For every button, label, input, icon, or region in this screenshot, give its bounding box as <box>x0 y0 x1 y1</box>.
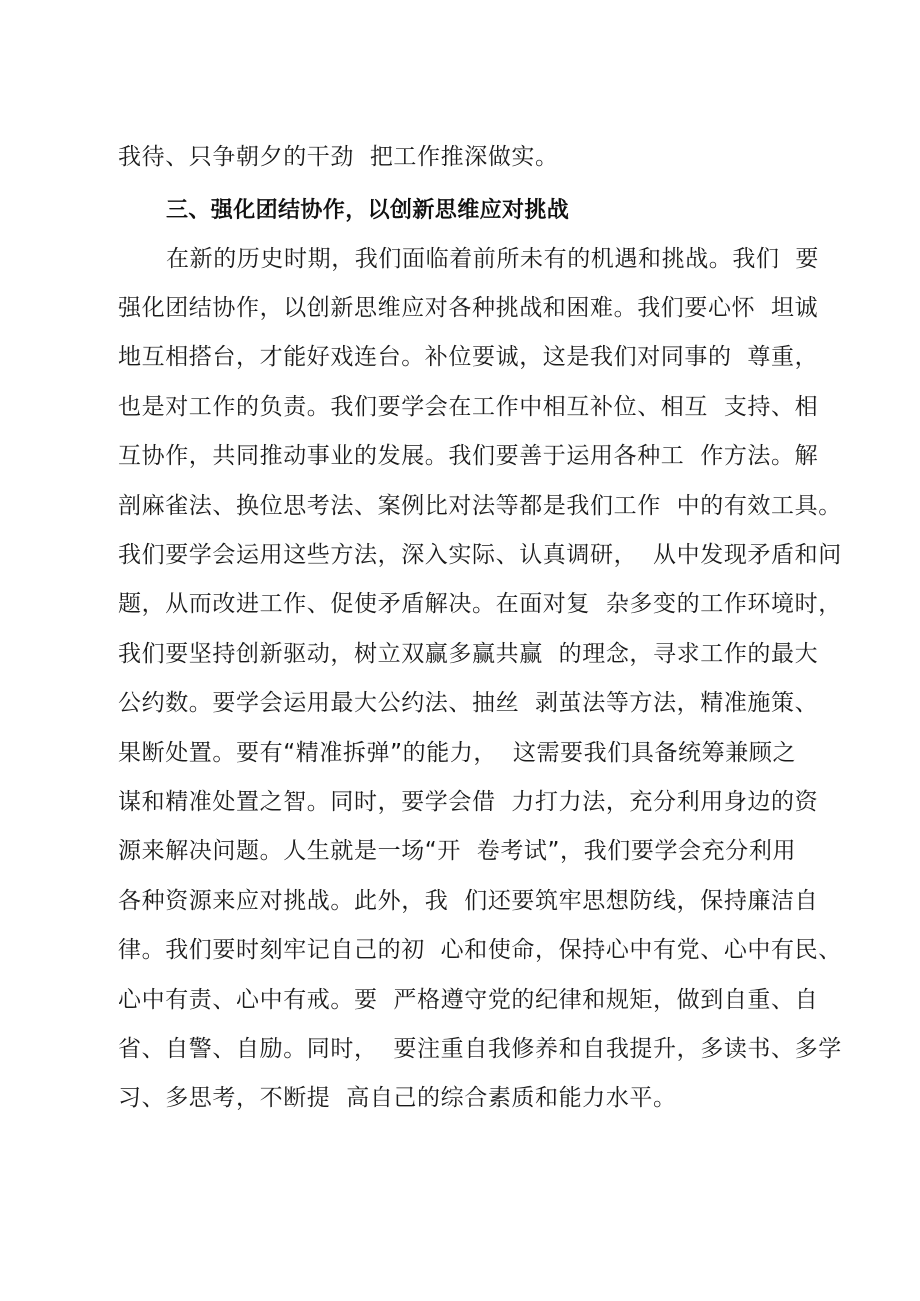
paragraph-line: 我们要坚持创新驱动，树立双赢多赢共赢 的理念，寻求工作的最大 <box>118 641 819 667</box>
paragraph-line: 源来解决问题。人生就是一场“开 卷考试”，我们要学会充分利用 <box>118 838 797 864</box>
paragraph-line: 公约数。要学会运用最大公约法、抽丝 剥茧法等方法，精准施策、 <box>118 690 819 716</box>
paragraph-line: 也是对工作的负责。我们要学会在工作中相互补位、相互 支持、相 <box>118 394 819 420</box>
paragraph-line: 省、自警、自励。同时， 要注重自我修养和自我提升，多读书、多学 <box>118 1036 842 1062</box>
paragraph-line: 强化团结协作，以创新思维应对各种挑战和困难。我们要心怀 坦诚 <box>118 295 819 321</box>
paragraph-line: 习、多思考，不断提 高自己的综合素质和能力水平。 <box>118 1085 677 1111</box>
paragraph-line: 我们要学会运用这些方法，深入实际、认真调研， 从中发现矛盾和问 <box>118 542 842 568</box>
paragraph-line: 心中有责、心中有戒。要 严格遵守党的纪律和规矩，做到自重、自 <box>118 987 819 1013</box>
paragraph-line: 地互相搭台，才能好戏连台。补位要诚，这是我们对同事的 尊重， <box>118 344 819 370</box>
paragraph-line: 互协作，共同推动事业的发展。我们要善于运用各种工 作方法。解 <box>118 443 819 469</box>
section-heading: 三、强化团结协作，以创新思维应对挑战 <box>166 198 570 223</box>
paragraph-line: 律。我们要时刻牢记自己的初 心和使命，保持心中有党、心中有民、 <box>118 937 842 963</box>
paragraph-line: 剖麻雀法、换位思考法、案例比对法等都是我们工作 中的有效工具。 <box>118 493 842 519</box>
previous-paragraph-tail: 我待、只争朝夕的干劲 把工作推深做实。 <box>118 144 559 170</box>
paragraph-line: 在新的历史时期，我们面临着前所未有的机遇和挑战。我们 要 <box>166 246 820 272</box>
paragraph-line: 果断处置。要有“精准拆弹”的能力， 这需要我们具备统筹兼顾之 <box>118 740 797 766</box>
paragraph-line: 各种资源来应对挑战。此外，我 们还要筑牢思想防线，保持廉洁自 <box>118 888 819 914</box>
paragraph-line: 谋和精准处置之智。同时，要学会借 力打力法，充分利用身边的资 <box>118 789 819 815</box>
paragraph-line: 题，从而改进工作、促使矛盾解决。在面对复 杂多变的工作环境时， <box>118 591 842 617</box>
